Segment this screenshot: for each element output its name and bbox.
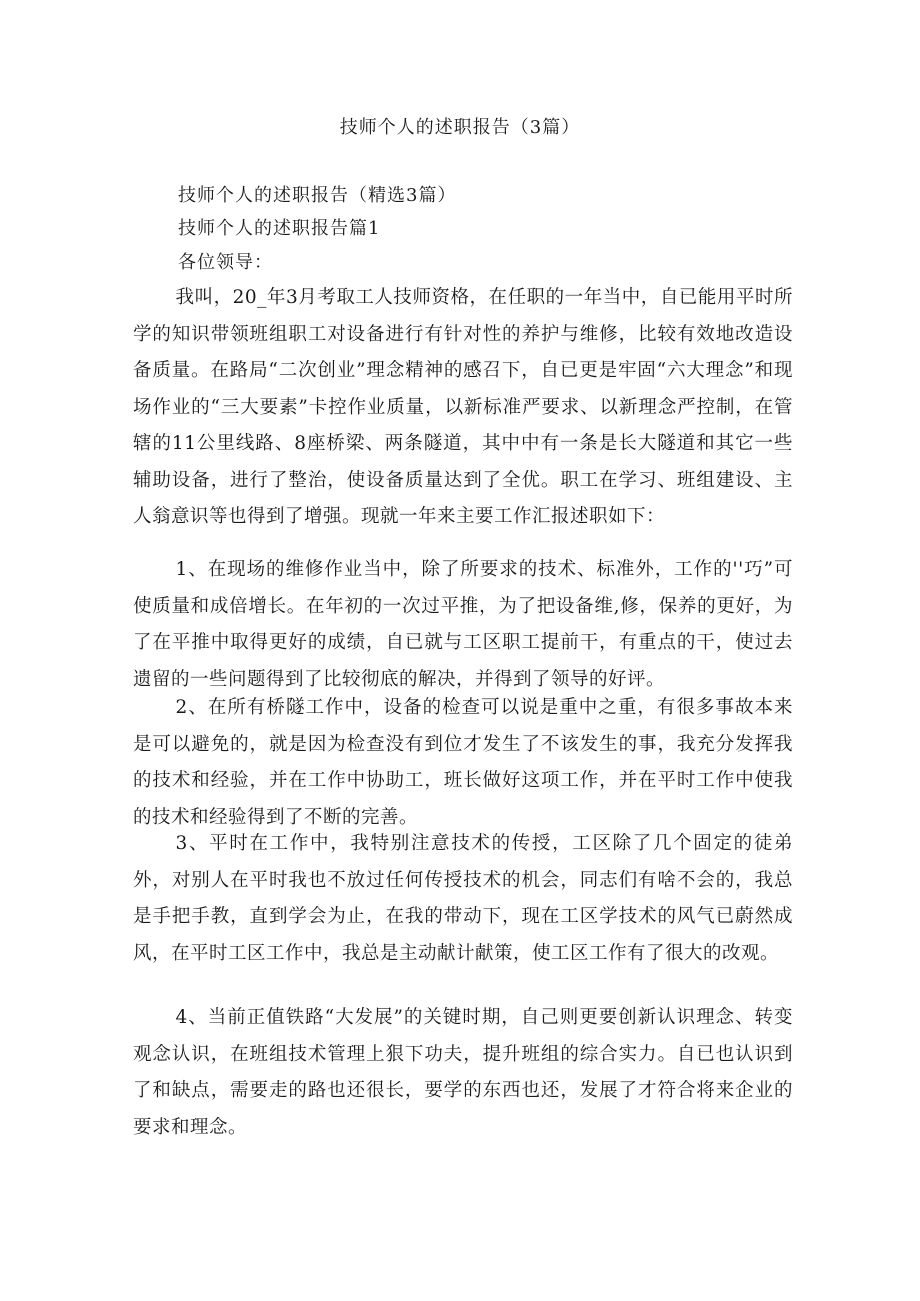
paragraph-intro: 我叫，20_年3月考取工人技师资格，在任职的一年当中，自已能用平时所学的知识带领班组职工对设备进行有针对性的养护与维修，比较有效地改造设备质量。在路局“二次创业”理念精神的感召下，自已更是牢固“六大理念”和现场作业的“三大要素”卡控作业质量，以新标准严要求、以新理念严控制，在管辖的11公里线路、8座桥梁、两条隧道，其中中有一条是长大隧道和其它一些辅助设备，进行了整治，使设备质量达到了全优。职工在学习、班组建设、主人翁意识等也得到了增强。现就一年来主要工作汇报述职如下：: [133, 287, 793, 527]
paragraph-item-3: 3、平时在工作中，我特别注意技术的传授，工区除了几个固定的徒弟外，对别人在平时我也不放过任何传授技术的机会，同志们有啥不会的，我总是手把手教，直到学会为止，在我的带动下，现在工区学技术的风气已蔚然成风，在平时工区工作中，我总是主动献计献策，使工区工作有了很大的改观。: [133, 833, 793, 964]
paragraph-item-1: 1、在现场的维修作业当中，除了所要求的技术、标准外，工作的''巧”可使质量和成倍增长。在年初的一次过平推，为了把设备维,修，保养的更好，为了在平推中取得更好的成绩，自已就与工区职工提前干，有重点的干，使过去遗留的一些问题得到了比较彻底的解决，并得到了领导的好评。: [133, 559, 793, 690]
document-title: 技师个人的述职报告（3篇）: [339, 117, 581, 138]
section-heading: 技师个人的述职报告篇1: [178, 218, 381, 239]
paragraph-item-2: 2、在所有桥隧工作中，设备的检查可以说是重中之重，有很多事故本来是可以避免的，就是因为检查没有到位才发生了不该发生的事，我充分发挥我的技术和经验，并在工作中协助工，班长做好这项工作，并在平时工作中使我的技术和经验得到了不断的完善。: [133, 697, 793, 828]
salutation: 各位领导：: [178, 252, 273, 273]
paragraph-item-4: 4、当前正值铁路“大发展”的关键时期，自己则更要创新认识理念、转变观念认识，在班组技术管理上狠下功夫，提升班组的综合实力。自已也认识到了和缺点，需要走的路也还很长，要学的东西也还，发展了才符合将来企业的要求和理念。: [133, 1007, 793, 1138]
document-subtitle: 技师个人的述职报告（精选3篇）: [178, 185, 457, 206]
